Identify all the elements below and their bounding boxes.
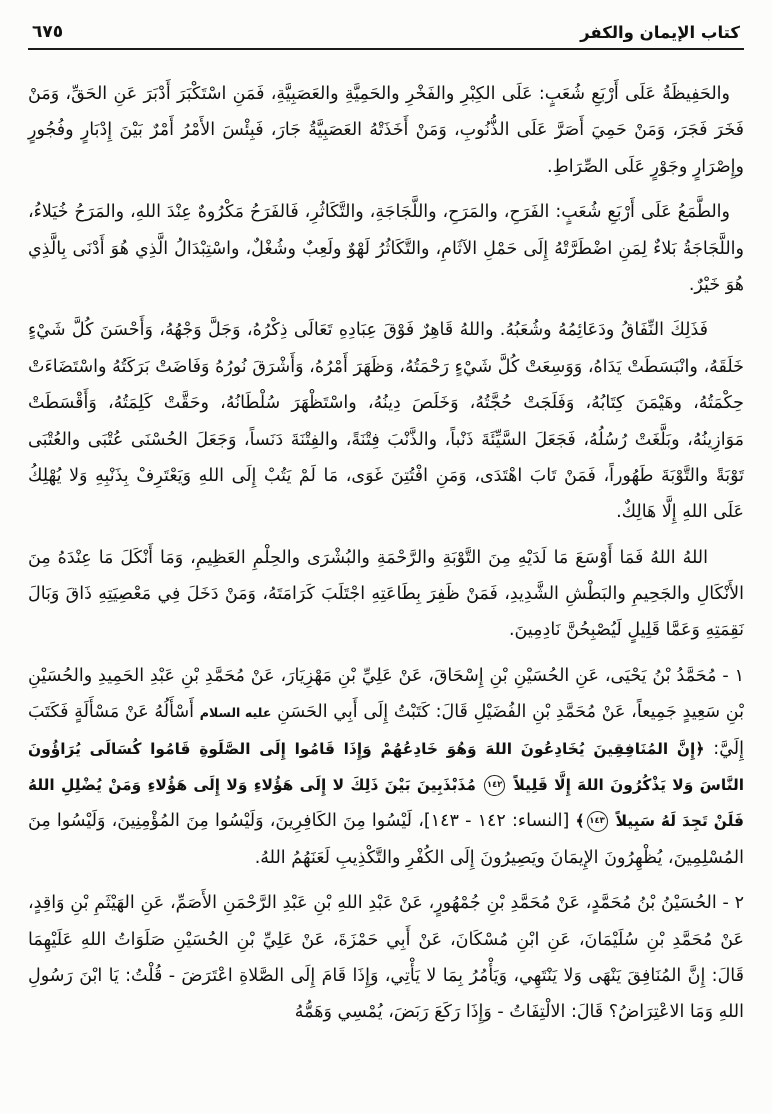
paragraph-1: والحَفِيظَةُ عَلَى أَرْبَعِ شُعَبٍ: عَلَى الكِبْرِ والفَخْرِ والحَمِيَّةِ والعَصَبِيَّةِ، فَمَنِ اسْتَكْبَرَ أَدْبَرَ عَنِ الحَقِّ، وَمَنْ فَخَرَ فَجَرَ، وَمَنْ حَمِيَ أَصَرَّ عَلَى الذُّنُوبِ، وَمَنْ أَخَذَتْهُ العَصَبِيَّةُ جَارَ، فَبِئْسَ الأَمْرُ أَمْرٌ بَيْنَ إِدْبَارٍ وفُجُورٍ وإِصْرَارٍ وجَوْرٍ عَلَى الصِّرَاطِ. xyxy=(28,84,744,177)
quran-verse-143: مُذَبْذَبِينَ بَيْنَ ذَلِكَ لا إِلَى هَؤُلاءِ وَلا إِلَى هَؤُلاءِ وَمَنْ يُضْلِلِ اللهُ فَلَنْ تَجِدَ لَهُ سَبِيلاً xyxy=(28,776,744,831)
verse-number-medallion-143: ١٤٣ xyxy=(587,811,608,832)
book-title: كتاب الإيمان والكفر xyxy=(580,23,740,42)
page-number: ٦٧٥ xyxy=(32,22,64,42)
hadith-1-mid: أَسْأَلُهُ عَنْ مَسْأَلَةٍ فَكَتَبَ إِلَيَّ: xyxy=(28,702,744,759)
quran-verse-142: إِنَّ المُنَافِقِينَ يُخَادِعُونَ اللهَ وَهُوَ خَادِعُهُمْ وَإِذَا قَامُوا إِلَى الصَّلَوةِ قَامُوا كُسَالَى يُرَاؤُونَ النَّاسَ وَلا يَذْكُرُونَ اللهَ إِلَّا قَلِيلاً xyxy=(28,739,744,795)
honorific-symbol: عليه السلام xyxy=(199,705,272,721)
quran-close-bracket: ﴾ xyxy=(575,812,585,831)
header-rule xyxy=(28,48,744,50)
page-body xyxy=(28,76,744,1031)
page-header xyxy=(28,22,744,48)
hadith-1-isnad: ١ - مُحَمَّدُ بْنُ يَحْيَى، عَنِ الحُسَيْنِ بْنِ إِسْحَاقَ، عَنْ عَلِيِّ بْنِ مَهْزِيَارَ، عَنْ مُحَمَّدِ بْنِ عَبْدِ الحَمِيدِ والحُسَيْنِ بْنِ سَعِيدٍ جَمِيعاً، عَنْ مُحَمَّدِ بْنِ الفُضَيْلِ قَالَ: كَتَبْتُ إِلَى أَبِي الحَسَنِ xyxy=(28,665,744,723)
quran-open-bracket: ﴿ xyxy=(695,739,705,758)
hadith-entry-2: ٢ - الحُسَيْنُ بْنُ مُحَمَّدٍ، عَنْ مُحَمَّدِ بْنِ جُمْهُورٍ، عَنْ عَبْدِ اللهِ بْنِ عَبْدِ الرَّحْمَنِ الأَصَمِّ، عَنِ الهَيْثَمِ بْنِ وَاقِدٍ، عَنْ مُحَمَّدِ بْنِ سُلَيْمَانَ، عَنِ ابْنِ مُسْكَانَ، عَنْ أَبِي حَمْزَةَ، عَنْ عَلِيِّ بْنِ الحُسَيْنِ صَلَوَاتُ اللهِ عَلَيْهِمَا قَالَ: إِنَّ المُنَافِقَ يَنْهَى وَلا يَنْتَهِي، وَيَأْمُرُ بِمَا لا يَأْتِي، وَإِذَا قَامَ إِلَى الصَّلاةِ اعْتَرَضَ - قُلْتُ: يَا ابْنَ رَسُولِ اللهِ وَمَا الاعْتِرَاضُ؟ قَالَ: الالْتِفَاتُ - وَإِذَا رَكَعَ رَبَضَ، يُمْسِي وَهَمُّهُ xyxy=(28,893,744,1023)
paragraph-4: اللهُ اللهُ فَمَا أَوْسَعَ مَا لَدَيْهِ مِنَ التَّوْبَةِ والرَّحْمَةِ والبُشْرَى والحِلْمِ العَظِيمِ، وَمَا أَنْكَلَ مَا عِنْدَهُ مِنَ الأَنْكَالِ والجَحِيمِ والبَطْشِ الشَّدِيدِ، فَمَنْ ظَفِرَ بِطَاعَتِهِ اجْتَلَبَ كَرَامَتَهُ، وَمَنْ دَخَلَ فِي مَعْصِيَتِهِ ذَاقَ وَبَالَ نَقِمَتِهِ وَعَمَّا قَلِيلٍ لَيُصْبِحُنَّ نَادِمِينَ. xyxy=(28,547,744,641)
hadith-1-matn: لَيْسُوا مِنَ الكَافِرِينَ، وَلَيْسُوا مِنَ المُؤْمِنِينَ، وَلَيْسُوا مِنَ المُسْلِمِينَ، يُظْهِرُونَ الإِيمَانَ ويَصِيرُونَ إِلَى الكُفْرِ والتَّكْذِيبِ لَعَنَهُمُ اللهُ. xyxy=(28,811,744,868)
verse-number-medallion-142: ١٤٢ xyxy=(484,775,505,796)
paragraph-2: والطَّمَعُ عَلَى أَرْبَعِ شُعَبٍ: الفَرَحِ، والمَرَحِ، واللَّجَاجَةِ، والتَّكَاثُرِ، فَالفَرَحُ مَكْرُوهٌ عِنْدَ اللهِ، والمَرَحُ خُيَلاءُ، واللَّجَاجَةُ بَلاءٌ لِمَنِ اضْطَرَّتْهُ إِلَى حَمْلِ الآثَامِ، والتَّكَاثُرُ لَهْوٌ ولَعِبٌ وشُغْلٌ، واسْتِبْدَالُ الَّذِي هُوَ أَدْنَى بِالَّذِي هُوَ خَيْرٌ. xyxy=(28,202,744,295)
paragraph-3: فَذَلِكَ النِّفَاقُ ودَعَائِمُهُ وشُعَبُهُ. واللهُ قَاهِرٌ فَوْقَ عِبَادِهِ تَعَالَى ذِكْرُهُ، وَجَلَّ وَجْهُهُ، وَأَحْسَنَ كُلَّ شَيْءٍ خَلَقَهُ، وانْبَسَطَتْ يَدَاهُ، وَوَسِعَتْ كُلَّ شَيْءٍ رَحْمَتُهُ، وَظَهَرَ أَمْرُهُ، وَأَشْرَقَ نُورُهُ وَفَاضَتْ بَرَكَتُهُ واسْتَضَاءَتْ حِكْمَتُهُ، وهَيْمَنَ كِتَابُهُ، وَفَلَجَتْ حُجَّتُهُ، وَخَلَصَ دِينُهُ، واسْتَظْهَرَ سُلْطَانُهُ، وحَقَّتْ كَلِمَتُهُ، وَأَقْسَطَتْ مَوَازِينُهُ، وبَلَّغَتْ رُسُلُهُ، فَجَعَلَ السَّيِّئَةَ ذَنْباً، والذَّنْبَ فِتْنَةً، والفِتْنَةَ دَنَساً، وَجَعَلَ الحُسْنَى عُتْبَى والعُتْبَى تَوْبَةً والتَّوْبَةَ طَهُوراً، فَمَنْ تَابَ اهْتَدَى، وَمَنِ افْتُتِنَ غَوَى، مَا لَمْ يَتُبْ إِلَى اللهِ وَيَعْتَرِفْ بِذَنْبِهِ وَلا يُهْلِكُ عَلَى اللهِ إِلَّا هَالِكٌ. xyxy=(28,320,744,523)
hadith-entry-1 xyxy=(28,658,744,876)
verse-reference: [النساء: ١٤٢ - ١٤٣]، xyxy=(412,811,576,832)
